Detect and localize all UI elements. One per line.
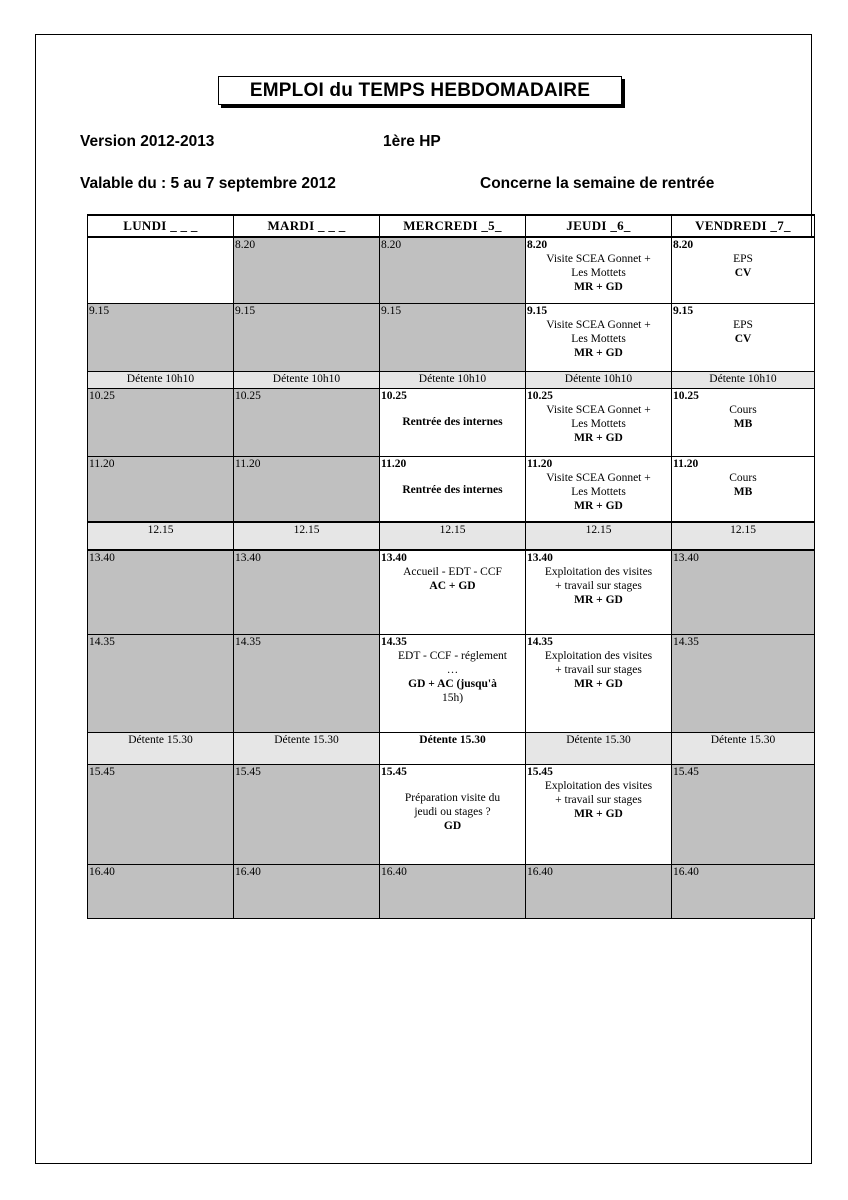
teacher-label: GD — [443, 819, 462, 832]
time-label: 16.40 — [673, 865, 699, 878]
time-label: 13.40 — [673, 552, 699, 564]
time-label: 15.45 — [89, 765, 115, 778]
time-label: 8.20 — [673, 239, 694, 251]
cell-tue-1120 — [234, 456, 380, 522]
cell-mon-1435 — [88, 634, 234, 732]
timetable — [87, 214, 815, 919]
time-label: 9.15 — [673, 304, 694, 317]
time-label: 13.40 — [235, 552, 261, 564]
cell-text: jeudi ou stages ? — [414, 805, 491, 818]
cell-text: Visite SCEA Gonnet + — [546, 403, 651, 416]
teacher-label: MR + GD — [574, 346, 623, 359]
break-cell: Détente 15.30 — [672, 732, 815, 764]
teacher-label: CV — [734, 267, 752, 279]
cell-mon-0820 — [88, 237, 234, 303]
noon-cell: 12.15 — [88, 522, 234, 550]
cell-mon-1340 — [88, 550, 234, 634]
cell-mon-0915 — [88, 303, 234, 371]
cell-text: Cours — [729, 471, 757, 484]
time-label: 10.25 — [527, 389, 553, 402]
cell-wed-1640 — [380, 864, 526, 918]
cell-fri-1435 — [672, 634, 815, 732]
time-label: 14.35 — [89, 635, 115, 648]
cell-wed-1545 — [380, 764, 526, 864]
cell-wed-1120 — [380, 456, 526, 522]
cell-fri-1120 — [672, 456, 815, 522]
version-label: Version 2012-2013 — [80, 133, 215, 150]
cell-wed-0915 — [380, 303, 526, 371]
time-label: 11.20 — [89, 457, 115, 470]
teacher-label: MB — [733, 417, 753, 430]
cell-thu-1640 — [526, 864, 672, 918]
cell-thu-1435 — [526, 634, 672, 732]
noon-cell: 12.15 — [526, 522, 672, 550]
cell-tue-1340 — [234, 550, 380, 634]
cell-text: Exploitation des visites — [544, 779, 653, 792]
cell-text: 15h) — [441, 691, 464, 704]
row-break-afternoon — [88, 732, 815, 764]
row-break-morning — [88, 371, 815, 388]
time-label: 11.20 — [235, 457, 261, 470]
cell-thu-1120 — [526, 456, 672, 522]
row-0915 — [88, 303, 815, 371]
cell-text: Les Mottets — [571, 267, 626, 279]
time-label: 16.40 — [235, 865, 261, 878]
cell-thu-0820 — [526, 237, 672, 303]
cell-fri-1025 — [672, 388, 815, 456]
cell-tue-0915 — [234, 303, 380, 371]
teacher-label: MR + GD — [574, 807, 623, 820]
row-1025 — [88, 388, 815, 456]
time-label: 9.15 — [381, 304, 402, 317]
cell-text: Rentrée des internes — [402, 415, 503, 428]
cell-tue-1435 — [234, 634, 380, 732]
cell-mon-1120 — [88, 456, 234, 522]
cell-text: Accueil - EDT - CCF — [403, 566, 502, 578]
cell-thu-1340 — [526, 550, 672, 634]
row-1120 — [88, 456, 815, 522]
break-cell: Détente 10h10 — [526, 371, 672, 388]
cell-text: + travail sur stages — [555, 793, 642, 806]
cell-text: Les Mottets — [571, 332, 626, 345]
cell-fri-0820 — [672, 237, 815, 303]
cell-fri-1340 — [672, 550, 815, 634]
time-label: 10.25 — [235, 389, 261, 402]
day-header-thursday: JEUDI _6_ — [526, 215, 672, 237]
cell-tue-1640 — [234, 864, 380, 918]
cell-text: … — [446, 663, 459, 676]
time-label: 14.35 — [381, 635, 407, 648]
teacher-label: MR + GD — [574, 677, 623, 690]
time-label: 15.45 — [235, 765, 261, 778]
cell-mon-1545 — [88, 764, 234, 864]
cell-text: Visite SCEA Gonnet + — [546, 471, 651, 484]
class-label: 1ère HP — [383, 133, 441, 150]
time-label: 10.25 — [381, 389, 407, 402]
break-cell: Détente 15.30 — [526, 732, 672, 764]
row-0820 — [88, 237, 815, 303]
cell-wed-1340 — [380, 550, 526, 634]
teacher-label: CV — [734, 332, 752, 345]
cell-wed-1435 — [380, 634, 526, 732]
noon-cell: 12.15 — [380, 522, 526, 550]
day-header-friday: VENDREDI _7_ — [672, 215, 815, 237]
cell-text: Exploitation des visites — [544, 566, 653, 578]
cell-text: + travail sur stages — [555, 580, 642, 592]
break-cell: Détente 15.30 — [88, 732, 234, 764]
cell-thu-1545 — [526, 764, 672, 864]
time-label: 15.45 — [527, 765, 553, 778]
days-header-row — [88, 215, 815, 237]
break-cell: Détente 10h10 — [380, 371, 526, 388]
teacher-label: MB — [733, 485, 753, 498]
cell-wed-0820 — [380, 237, 526, 303]
row-1435 — [88, 634, 815, 732]
validity-label: Valable du : 5 au 7 septembre 2012 — [80, 175, 336, 192]
time-label: 15.45 — [673, 765, 699, 778]
row-1545 — [88, 764, 815, 864]
cell-text: GD + AC (jusqu'à — [408, 677, 497, 690]
break-cell: Détente 10h10 — [234, 371, 380, 388]
cell-text: Préparation visite du — [404, 791, 501, 804]
cell-thu-1025 — [526, 388, 672, 456]
time-label: 9.15 — [89, 304, 110, 317]
cell-fri-1545 — [672, 764, 815, 864]
cell-text: Les Mottets — [571, 485, 626, 498]
page-title: EMPLOI du TEMPS HEBDOMADAIRE — [218, 76, 622, 105]
cell-text: Cours — [729, 403, 757, 416]
time-label: 16.40 — [89, 865, 115, 878]
teacher-label: MR + GD — [574, 594, 623, 606]
time-label: 11.20 — [381, 457, 407, 470]
time-label: 13.40 — [527, 552, 553, 564]
day-header-tuesday: MARDI _ _ _ — [234, 215, 380, 237]
row-1215 — [88, 522, 815, 550]
teacher-label: MR + GD — [574, 431, 623, 444]
time-label: 9.15 — [235, 304, 256, 317]
time-label: 13.40 — [89, 552, 115, 564]
row-1640 — [88, 864, 815, 918]
time-label: 11.20 — [673, 457, 699, 470]
row-1340 — [88, 550, 815, 634]
cell-text: Rentrée des internes — [402, 483, 503, 496]
time-label: 14.35 — [673, 635, 699, 648]
cell-text: Visite SCEA Gonnet + — [546, 318, 651, 331]
break-cell: Détente 15.30 — [234, 732, 380, 764]
time-label: 16.40 — [527, 865, 553, 878]
cell-wed-1025 — [380, 388, 526, 456]
cell-text: EPS — [733, 318, 753, 331]
teacher-label: MR + GD — [574, 281, 623, 293]
cell-tue-1025 — [234, 388, 380, 456]
time-label: 8.20 — [235, 239, 256, 251]
cell-text: Exploitation des visites — [544, 649, 653, 662]
time-label: 8.20 — [527, 239, 548, 251]
day-header-wednesday: MERCREDI _5_ — [380, 215, 526, 237]
cell-fri-1640 — [672, 864, 815, 918]
noon-cell: 12.15 — [234, 522, 380, 550]
time-label: 11.20 — [527, 457, 553, 470]
cell-mon-1025 — [88, 388, 234, 456]
cell-thu-0915 — [526, 303, 672, 371]
cell-text: + travail sur stages — [555, 663, 642, 676]
cell-tue-0820 — [234, 237, 380, 303]
day-header-monday: LUNDI _ _ _ — [88, 215, 234, 237]
time-label: 14.35 — [235, 635, 261, 648]
teacher-label: MR + GD — [574, 499, 623, 512]
time-label: 16.40 — [381, 865, 407, 878]
time-label: 9.15 — [527, 304, 548, 317]
noon-cell: 12.15 — [672, 522, 815, 550]
time-label: 10.25 — [89, 389, 115, 402]
break-cell: Détente 10h10 — [672, 371, 815, 388]
break-cell: Détente 10h10 — [88, 371, 234, 388]
time-label: 10.25 — [673, 389, 699, 402]
cell-mon-1640 — [88, 864, 234, 918]
time-label: 14.35 — [527, 635, 553, 648]
time-label: 8.20 — [381, 239, 402, 251]
time-label: 13.40 — [381, 552, 407, 564]
cell-text: EDT - CCF - réglement — [397, 649, 508, 662]
cell-fri-0915 — [672, 303, 815, 371]
time-label: 15.45 — [381, 765, 407, 778]
cell-text: EPS — [733, 253, 753, 265]
cell-tue-1545 — [234, 764, 380, 864]
cell-text: Visite SCEA Gonnet + — [546, 253, 651, 265]
teacher-label: AC + GD — [429, 580, 476, 592]
break-cell: Détente 15.30 — [380, 732, 526, 764]
cell-text: Les Mottets — [571, 417, 626, 430]
concerns-label: Concerne la semaine de rentrée — [480, 175, 715, 192]
